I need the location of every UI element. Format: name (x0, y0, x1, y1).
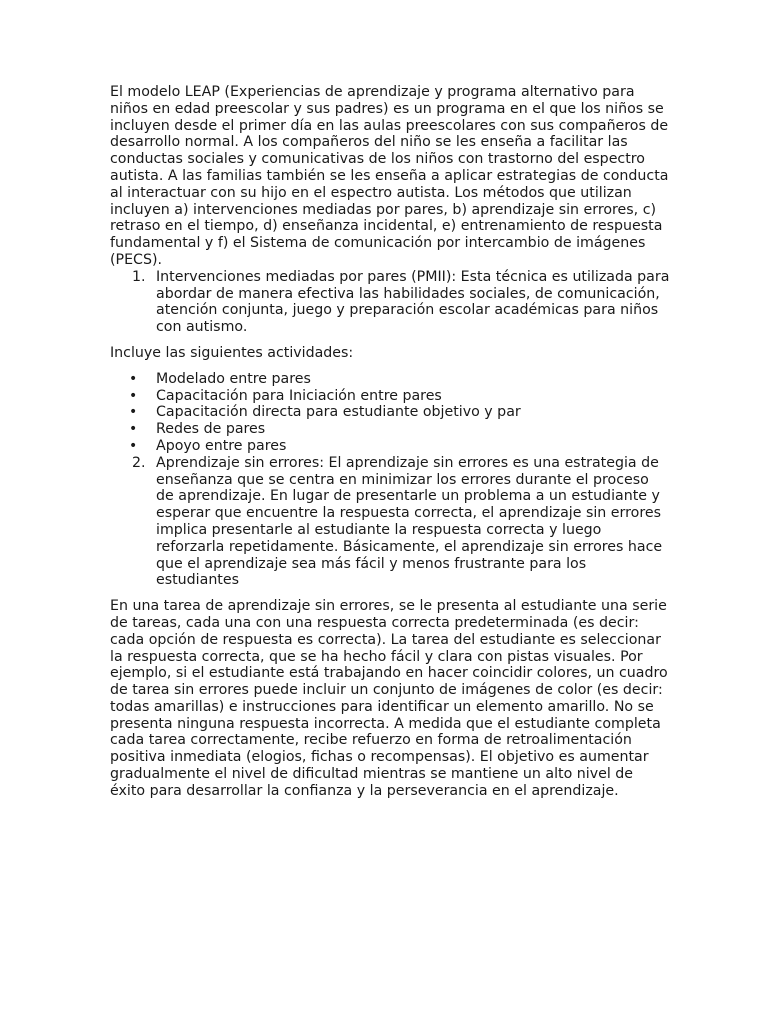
list-item-text: Intervenciones mediadas por pares (PMII): Esta técnica es utilizada para abordar de manera efectiva las habilidades sociales, de comunicación, atención conjunta, juego y preparación escolar académicas para niños con autismo. (156, 268, 670, 336)
list-item-text: Aprendizaje sin errores: El aprendizaje sin errores es una estrategia de enseñanza que se centra en minimizar los errores durante el proceso de aprendizaje. En lugar de presentarle un problema a un estudiante y esperar que encuentre la respuesta correcta, el aprendizaje sin errores implica presentarle al estudiante la respuesta correcta y luego reforzarla repetidamente. Básicamente, el aprendizaje sin errores hace que el aprendizaje sea más fácil y menos frustrante para los estudiantes (156, 454, 663, 589)
closing-paragraph: En una tarea de aprendizaje sin errores, se le presenta al estudiante una serie de tareas, cada una con una respuesta correcta predeterminada (es decir: cada opción de respuesta es correcta). La tarea del estudiante es seleccionar la respuesta correcta, que se ha hecho fácil y clara con pistas visuales. Por ejemplo, si el estudiante está trabajando en hacer coincidir colores, un cuadro de tarea sin errores puede incluir un conjunto de imágenes de color (es decir: todas amarillas) e instrucciones para identificar un elemento amarillo. No se presenta ninguna respuesta incorrecta. A medida que el estudiante completa cada tarea correctamente, recibe refuerzo en forma de retroalimentación positiva inmediata (elogios, fichas o recompensas). El objetivo es aumentar gradualmente el nivel de dificultad mientras se mantiene un alto nivel de éxito para desarrollar la confianza y la perseverancia en el aprendizaje. (110, 598, 668, 799)
activity-text: Modelado entre pares (156, 370, 311, 387)
intro-paragraph: El modelo LEAP (Experiencias de aprendizaje y programa alternativo para niños en edad preescolar y sus padres) es un programa en el que los niños se incluyen desde el primer día en las aulas preescolares con sus compañeros de desarrollo normal. A los compañeros del niño se les enseña a facilitar las conductas sociales y comunicativas de los niños con trastorno del espectro autista. A las familias también se les enseña a aplicar estrategias de conducta al interactuar con su hijo en el espectro autista. Los métodos que utilizan incluyen a) intervenciones mediadas por pares, b) aprendizaje sin errores, c) retraso en el tiempo, d) enseñanza incidental, e) entrenamiento de respuesta fundamental y f) el Sistema de comunicación por intercambio de imágenes (PECS). (110, 84, 669, 268)
activity-text: Apoyo entre pares (156, 437, 287, 454)
list-item (110, 404, 670, 421)
activity-text: Capacitación directa para estudiante objetivo y par (156, 404, 521, 421)
list-item-errorless (110, 455, 670, 589)
activity-text: Redes de pares (156, 421, 266, 438)
numbered-list-2 (110, 455, 670, 589)
list-item (110, 371, 670, 388)
list-number: 1. (132, 268, 146, 285)
bullet-icon: • (129, 437, 138, 454)
bullet-icon: • (129, 387, 138, 404)
document-page (110, 84, 670, 800)
activities-list (110, 371, 670, 455)
numbered-list-1 (110, 269, 670, 336)
list-item (110, 438, 670, 455)
activity-text: Capacitación para Iniciación entre pares (156, 387, 442, 404)
bullet-icon: • (129, 404, 138, 421)
list-number: 2. (132, 454, 146, 471)
list-item-pmii (110, 269, 670, 336)
list-item (110, 388, 670, 405)
bullet-icon: • (129, 370, 138, 387)
activities-intro: Incluye las siguientes actividades: (110, 344, 354, 361)
bullet-icon: • (129, 421, 138, 438)
list-item (110, 421, 670, 438)
